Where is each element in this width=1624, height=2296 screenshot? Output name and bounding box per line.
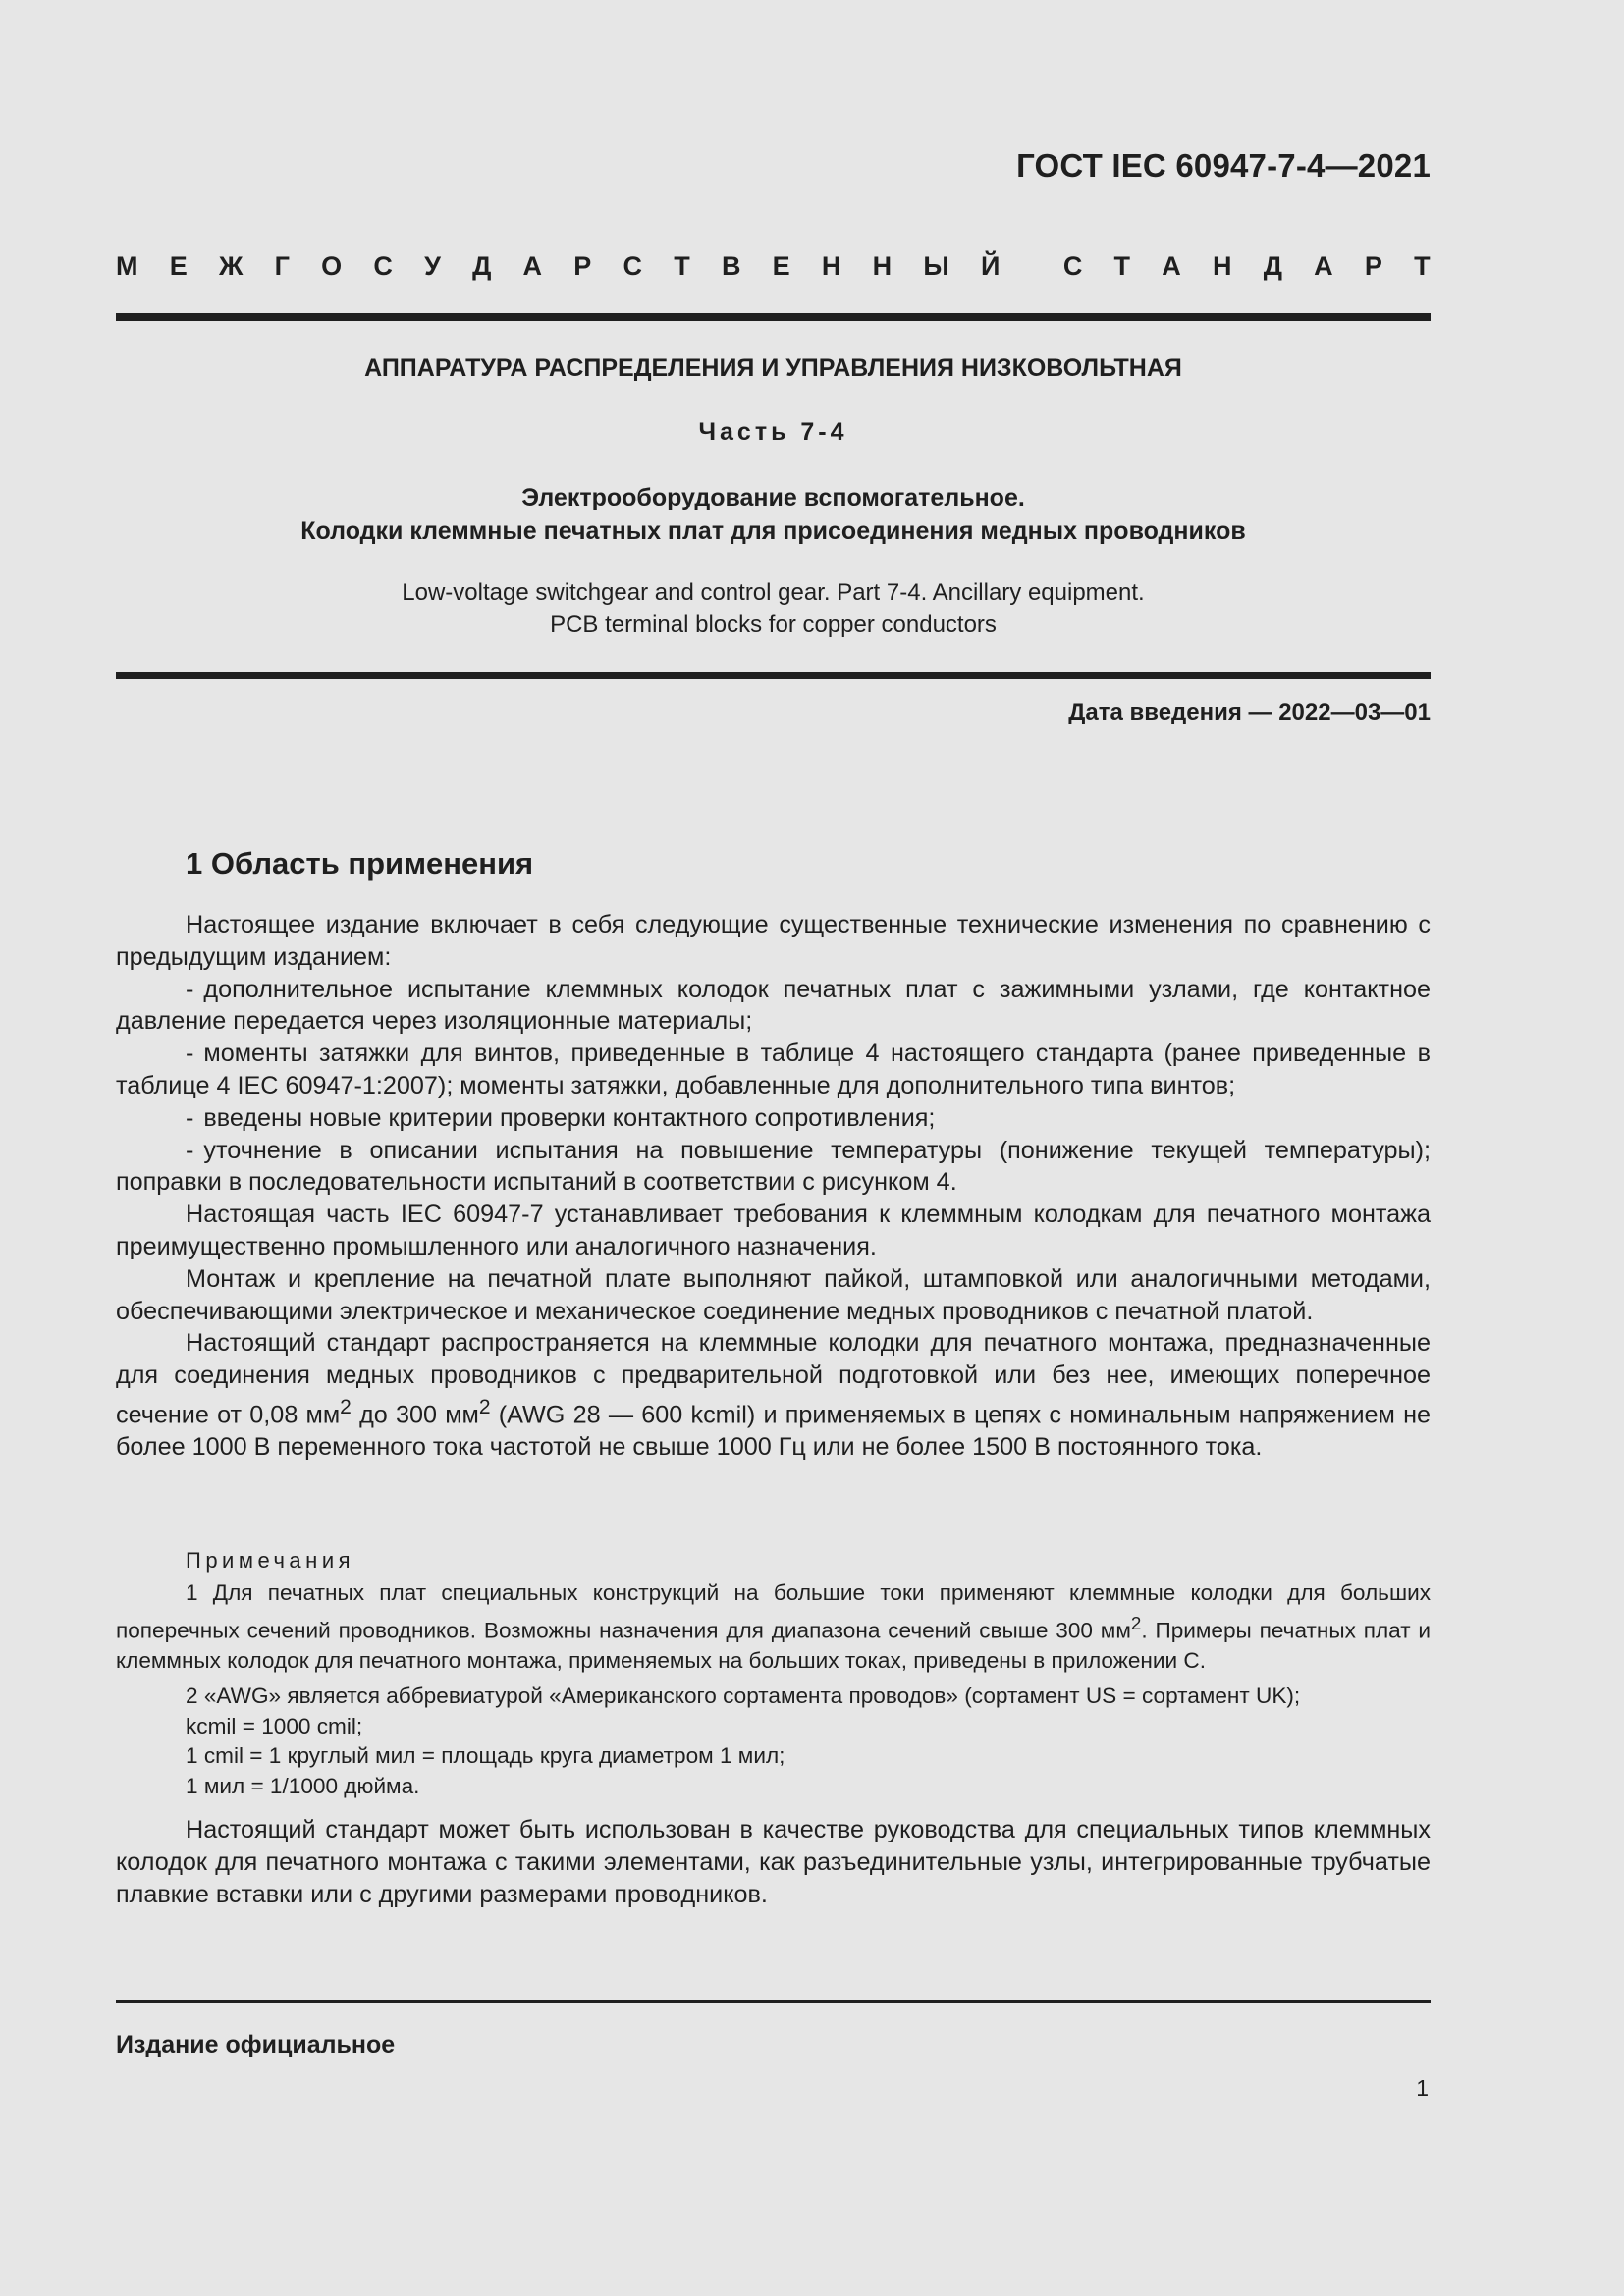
introduction-date: Дата введения — 2022—03—01 [1068,699,1431,725]
note-line: 1 мил = 1/1000 дюйма. [186,1773,420,1798]
note-line: 1 cmil = 1 круглый мил = площадь круга диаметром 1 мил; [186,1743,785,1769]
category-letter: Т [674,251,690,281]
title-divider [116,672,1431,679]
note-line: 2 «AWG» является аббревиатурой «Американского сортамента проводов» (сортамент US = сортамент UK); [186,1683,1301,1709]
official-edition-label: Издание официальное [116,2031,396,2058]
paragraph: Настоящий стандарт может быть использован в качестве руководства для специальных типов клеммных колодок для печатного монтажа с такими элементами, как разъединительные узлы, интегрированные трубчатые плавкие вставки или с другими размерами проводников. [116,1816,1431,1908]
category-letter: А [1314,251,1333,281]
category-letter: Т [1414,251,1431,281]
page-number: 1 [1416,2075,1429,2101]
list-dash: - [186,975,194,1003]
superscript: 2 [1130,1612,1142,1633]
note-line: kcmil = 1000 cmil; [186,1713,363,1738]
paragraph-text: до 300 мм [351,1401,479,1429]
english-title [116,576,1431,641]
category-letter: Е [772,251,790,281]
category-letter: В [721,251,741,281]
category-letter: Т [1113,251,1131,281]
english-title-line: PCB terminal blocks for copper conductors [550,612,997,638]
category-letter: Р [573,251,592,281]
category-letter: О [321,251,343,281]
list-item-text: введены новые критерии проверки контактного сопротивления; [203,1103,936,1132]
list-item [116,974,1431,1039]
note-text: 1 Для печатных плат специальных конструкций на большие токи применяют клеммные колодки для больших поперечных сечений проводников. Возможны назначения для диапазона сечений свыше 300 мм [116,1580,1431,1643]
paragraph: Настоящая часть IEC 60947-7 устанавливает требования к клеммным колодкам для печатного монтажа преимущественно промышленного или аналогичного назначения. [116,1201,1431,1260]
paragraph: Монтаж и крепление на печатной плате выполняют пайкой, штамповкой или аналогичными методами, обеспечивающими электрическое и механическое соединение медных проводников с печатной платой. [116,1264,1431,1325]
paragraph-text: Настоящий стандарт распространяется на клеммные колодки для печатного монтажа, предназначенные для соединения медных проводников с предварительной подготовкой или без нее, имеющих поперечное сечение от 0,08 мм [116,1329,1431,1429]
standard-number: ГОСТ IEC 60947-7-4—2021 [1016,147,1431,184]
list-item-text: моменты затяжки для винтов, приведенные в таблице 4 настоящего стандарта (ранее приведенные в таблице 4 IEC 60947-1:2007); моменты затяжки, добавленные для дополнительного типа винтов; [116,1040,1431,1099]
subtitle-line: Электрооборудование вспомогательное. [521,484,1025,511]
category-letter: Е [169,251,188,281]
list-dash: - [186,1136,194,1164]
note-item [116,1578,1431,1676]
category-letter: Р [1364,251,1382,281]
category-letter: С [1062,251,1083,281]
part-label: Часть 7-4 [698,418,848,446]
category-letter: Г [274,251,290,281]
closing-paragraph-block [116,1814,1431,1910]
category-letter: Н [872,251,893,281]
standard-category [116,251,1431,282]
list-item [116,1102,1431,1135]
top-divider [116,313,1431,321]
list-item [116,1038,1431,1102]
superscript: 2 [478,1395,491,1418]
category-letter: Ж [218,251,244,281]
subtitle-line: Колодки клеммные печатных плат для присоединения медных проводников [300,517,1246,545]
category-letter: Ы [923,251,949,281]
category-letter: Д [1263,251,1282,281]
list-dash: - [186,1103,194,1132]
category-letter: С [373,251,393,281]
note-text: . Примеры печатных плат и клеммных колодок для печатного монтажа, применяемых на больших токах, приведены в приложении С. [116,1618,1431,1673]
category-letter: А [522,251,543,281]
english-title-line: Low-voltage switchgear and control gear. Part 7-4. Ancillary equipment. [402,579,1145,606]
paragraph [116,1327,1431,1464]
paragraph: Настоящее издание включает в себя следующие существенные технические изменения по сравнению с предыдущим изданием: [116,911,1431,971]
footer-divider [116,2000,1431,2003]
category-letter: У [424,251,441,281]
list-dash: - [186,1040,194,1068]
superscript: 2 [340,1395,352,1418]
document-subtitle [116,481,1431,548]
category-letter: Н [821,251,841,281]
category-letter: Н [1212,251,1232,281]
category-letter: Й [980,251,1001,281]
section-body [116,909,1431,1464]
category-letter: А [1162,251,1181,281]
paragraph-text: (AWG 28 — 600 kcmil) и применяемых в цепях с номинальным напряжением не более 1000 В переменного тока частотой не свыше 1000 Гц или не более 1500 В постоянного тока. [116,1401,1431,1462]
list-item [116,1135,1431,1200]
category-letter: Д [472,251,492,281]
category-letter: С [623,251,642,281]
section-heading: 1 Область применения [186,846,534,881]
notes-label: Примечания [186,1548,355,1573]
document-title: АППАРАТУРА РАСПРЕДЕЛЕНИЯ И УПРАВЛЕНИЯ НИЗКОВОЛЬТНАЯ [364,354,1182,382]
list-item-text: уточнение в описании испытания на повышение температуры (понижение текущей температуры); поправки в последовательности испытаний в соответствии с рисунком 4. [116,1136,1431,1197]
category-letter: М [116,251,138,281]
list-item-text: дополнительное испытание клеммных колодок печатных плат с зажимными узлами, где контактное давление передается через изоляционные материалы; [116,975,1431,1036]
notes-block [116,1545,1431,1801]
